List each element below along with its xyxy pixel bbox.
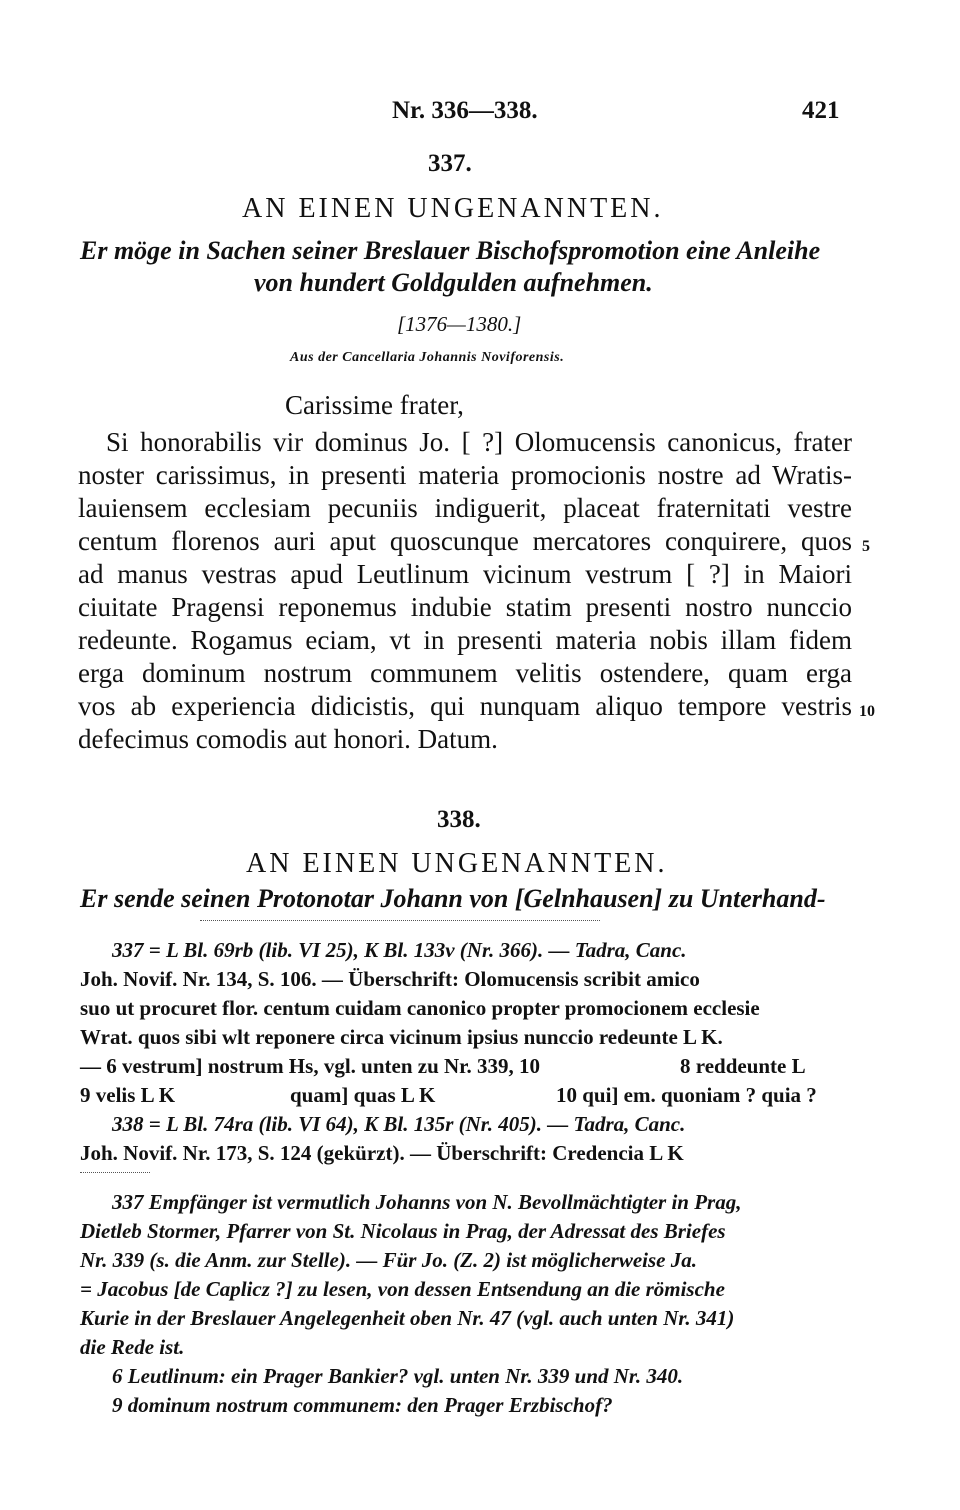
apparatus-line: 338 = L Bl. 74ra (lib. VI 64), K Bl. 135r (Nr. 405). — Tadra, Canc. [112,1112,686,1136]
salutation: Carissime frater, [285,390,464,420]
note-line: 337 Empfänger ist vermutlich Johanns von N. Bevollmächtigter in Prag, [112,1190,742,1214]
document-number: 337. [428,150,472,177]
text-line: ad manus vestras apud Leutlinum vicinum vestrum [ ?] in Maiori [78,559,852,589]
page-number: 421 [802,97,840,124]
text-line: centum florenos auri aput quoscunque mercatores conquirere, quos [78,526,852,556]
text-line: lauiensem ecclesiam pecuniis indiguerit, placeat fraternitati vestre [78,493,852,523]
section-divider [200,920,600,921]
note-line: 9 dominum nostrum communem: den Prager Erzbischof? [112,1393,613,1417]
document-title: AN EINEN UNGENANNTEN. [242,193,664,224]
apparatus-line: Wrat. quos sibi wlt reponere circa vicinum ipsius nunccio redeunte L K. [80,1025,723,1049]
text-line: erga dominum nostrum communem velitis ostendere, quam erga [78,658,852,688]
text-line: defecimus comodis aut honori. Datum. [78,724,498,754]
note-line: Dietleb Stormer, Pfarrer von St. Nicolaus in Prag, der Adressat des Briefes [80,1219,726,1243]
running-header-range: Nr. 336—338. [392,97,538,124]
document-summary-line: Er möge in Sachen seiner Breslauer Bischofspromotion eine Anleihe [80,236,821,265]
apparatus-line: 337 = L Bl. 69rb (lib. VI 25), K Bl. 133v (Nr. 366). — Tadra, Canc. [112,938,687,962]
text-line: noster carissimus, in presenti materia promocionis nostre ad Wratis- [78,460,852,490]
text-line: vos ab experiencia didicistis, qui nunquam aliquo tempore vestris [78,691,852,721]
apparatus-line: — 6 vestrum] nostrum Hs, vgl. unten zu Nr. 339, 10 [80,1054,541,1078]
document-date: [1376—1380.] [397,312,522,336]
line-number-marker: 10 [859,703,875,720]
note-line: = Jacobus [de Caplicz ?] zu lesen, von dessen Entsendung an die römische [80,1277,725,1301]
apparatus-line: quam] quas L K [290,1083,436,1107]
document-title: AN EINEN UNGENANNTEN. [246,848,668,879]
apparatus-line: 9 velis L K [80,1083,176,1107]
document-number: 338. [437,806,481,833]
apparatus-line: Joh. Novif. Nr. 134, S. 106. — Überschrift: Olomucensis scribit amico [80,967,700,991]
note-line: Nr. 339 (s. die Anm. zur Stelle). — Für Jo. (Z. 2) ist möglicherweise Ja. [80,1248,697,1272]
source-note: Aus der Cancellaria Johannis Noviforensis. [290,350,565,365]
document-summary-line: Er sende seinen Protonotar Johann von [Gelnhausen] zu Unterhand- [80,884,826,913]
apparatus-line: 10 qui] em. quoniam ? quia ? [556,1083,817,1107]
apparatus-line: 8 reddeunte L [680,1054,806,1078]
line-number-marker: 5 [862,538,870,555]
document-summary-line: von hundert Goldgulden aufnehmen. [254,268,653,297]
text-line: Si honorabilis vir dominus Jo. [ ?] Olomucensis canonicus, frater [106,427,852,457]
note-line: die Rede ist. [80,1335,185,1359]
apparatus-line: suo ut procuret flor. centum cuidam canonico propter promocionem ecclesie [80,996,760,1020]
apparatus-line: Joh. Novif. Nr. 173, S. 124 (gekürzt). — Überschrift: Credencia L K [80,1141,684,1165]
text-line: ciuitate Pragensi reponemus indubie statim presenti nostro nunccio [78,592,852,622]
note-line: Kurie in der Breslauer Angelegenheit oben Nr. 47 (vgl. auch unten Nr. 341) [80,1306,735,1330]
footnote-divider [80,1172,150,1173]
text-line: redeunte. Rogamus eciam, vt in presenti materia nobis illam fidem [78,625,852,655]
note-line: 6 Leutlinum: ein Prager Bankier? vgl. unten Nr. 339 und Nr. 340. [112,1364,684,1388]
